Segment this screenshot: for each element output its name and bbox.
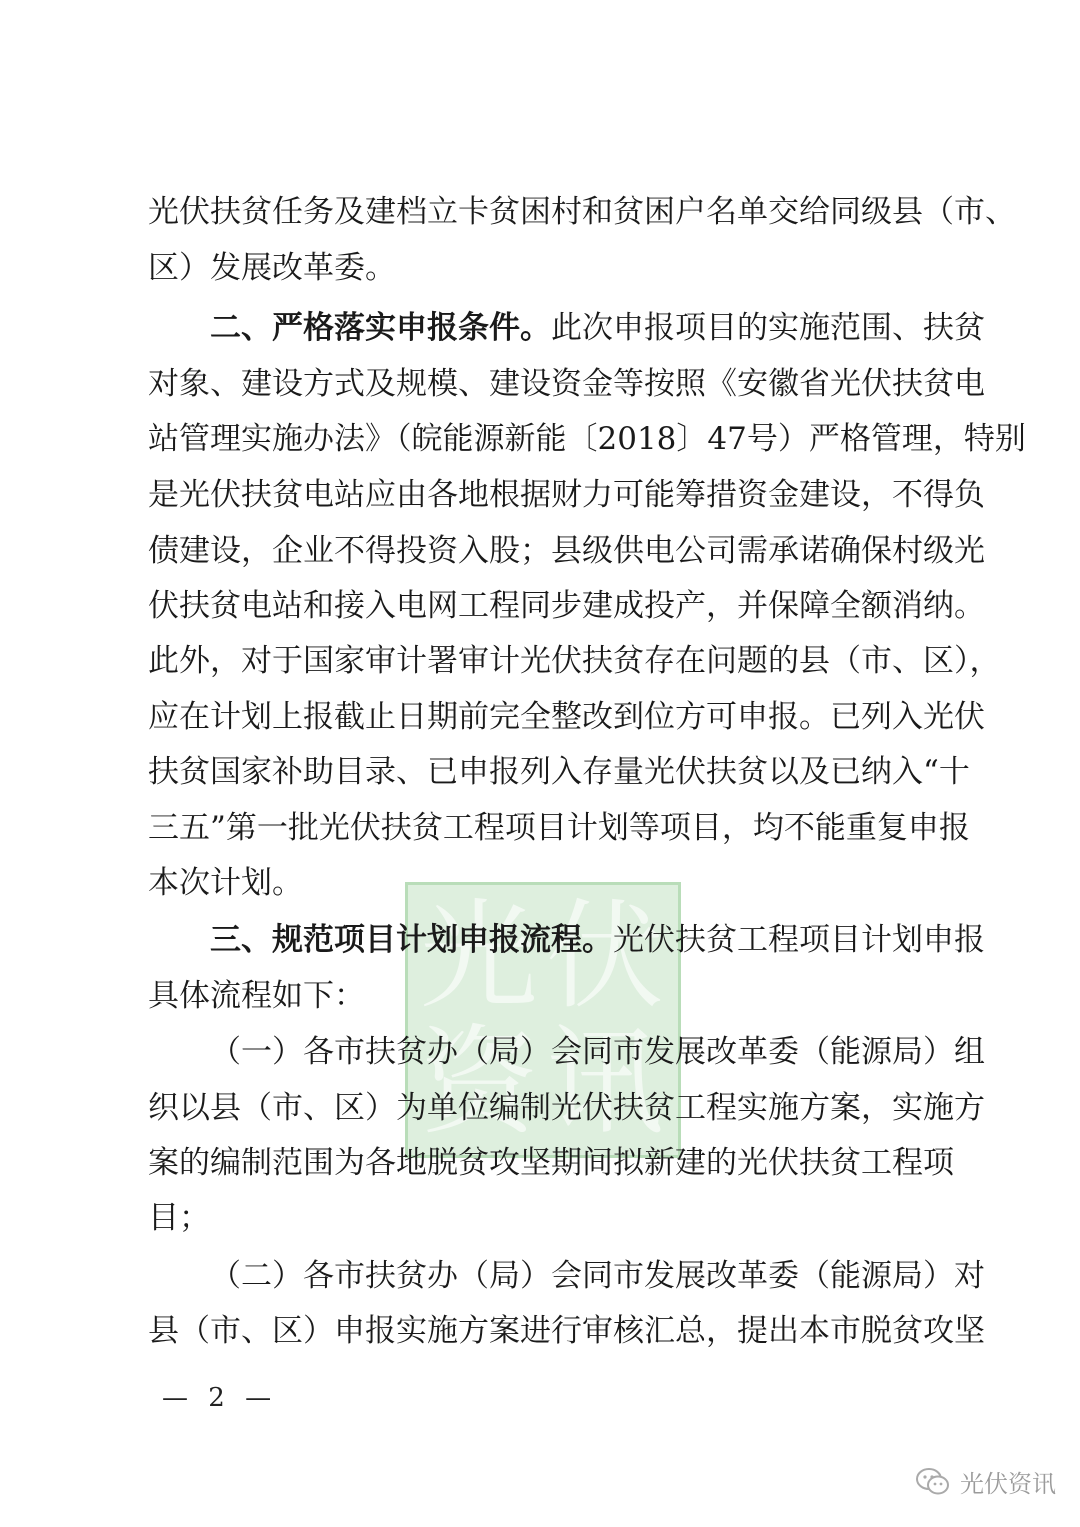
list-item-1: （一）各市扶贫办（局）会同市发展改革委（能源局）组 (210, 1034, 985, 1070)
body-line: 区）发展改革委。 (148, 250, 396, 286)
body-line: 伏扶贫电站和接入电网工程同步建成投产，并保障全额消纳。 (148, 588, 985, 624)
body-text: 此次申报项目的实施范围、扶贫 (551, 310, 985, 346)
watermark-char: 光 (419, 887, 538, 1025)
section-2-paragraph (210, 302, 985, 354)
body-line: 具体流程如下： (148, 978, 365, 1014)
watermark-char: 讯 (545, 1013, 664, 1151)
body-line: 对象、建设方式及规模、建设资金等按照《安徽省光伏扶贫电 (148, 366, 985, 402)
wechat-icon (916, 1467, 950, 1497)
body-line: 三五”第一批光伏扶贫工程项目计划等项目，均不能重复申报 (148, 810, 970, 846)
body-line: 站管理实施办法》（皖能源新能〔2018〕47号）严格管理，特别 (148, 421, 1026, 457)
body-line: 是光伏扶贫电站应由各地根据财力可能筹措资金建设，不得负 (148, 477, 985, 513)
body-line: 案的编制范围为各地脱贫攻坚期间拟新建的光伏扶贫工程项 (148, 1145, 954, 1181)
list-item-2: （二）各市扶贫办（局）会同市发展改革委（能源局）对 (210, 1258, 985, 1294)
body-text: 光伏扶贫工程项目计划申报 (613, 922, 985, 958)
section-2-heading: 二、严格落实申报条件。 (210, 310, 551, 346)
section-3-heading: 三、规范项目计划申报流程。 (210, 922, 613, 958)
body-line: 县（市、区）申报实施方案进行审核汇总，提出本市脱贫攻坚 (148, 1313, 985, 1349)
body-line: 本次计划。 (148, 865, 303, 901)
section-3-paragraph (210, 914, 985, 966)
page-number: — 2 — (162, 1383, 278, 1413)
watermark-char: 伏 (545, 887, 664, 1025)
body-line: 织以县（市、区）为单位编制光伏扶贫工程实施方案，实施方 (148, 1090, 985, 1126)
account-name: 光伏资讯 (960, 1470, 1056, 1498)
account-watermark (916, 1464, 1056, 1499)
body-line: 应在计划上报截止日期前完全整改到位方可申报。已列入光伏 (148, 699, 985, 735)
body-line: 扶贫国家补助目录、已申报列入存量光伏扶贫以及已纳入“十 (148, 754, 970, 790)
body-line: 光伏扶贫任务及建档立卡贫困村和贫困户名单交给同级县（市、 (148, 194, 1016, 230)
body-line: 债建设，企业不得投资入股；县级供电公司需承诺确保村级光 (148, 533, 985, 569)
body-line: 此外，对于国家审计署审计光伏扶贫存在问题的县（市、区）， (148, 643, 1001, 679)
body-line: 目； (148, 1200, 210, 1236)
watermark-char: 资 (419, 1013, 538, 1151)
